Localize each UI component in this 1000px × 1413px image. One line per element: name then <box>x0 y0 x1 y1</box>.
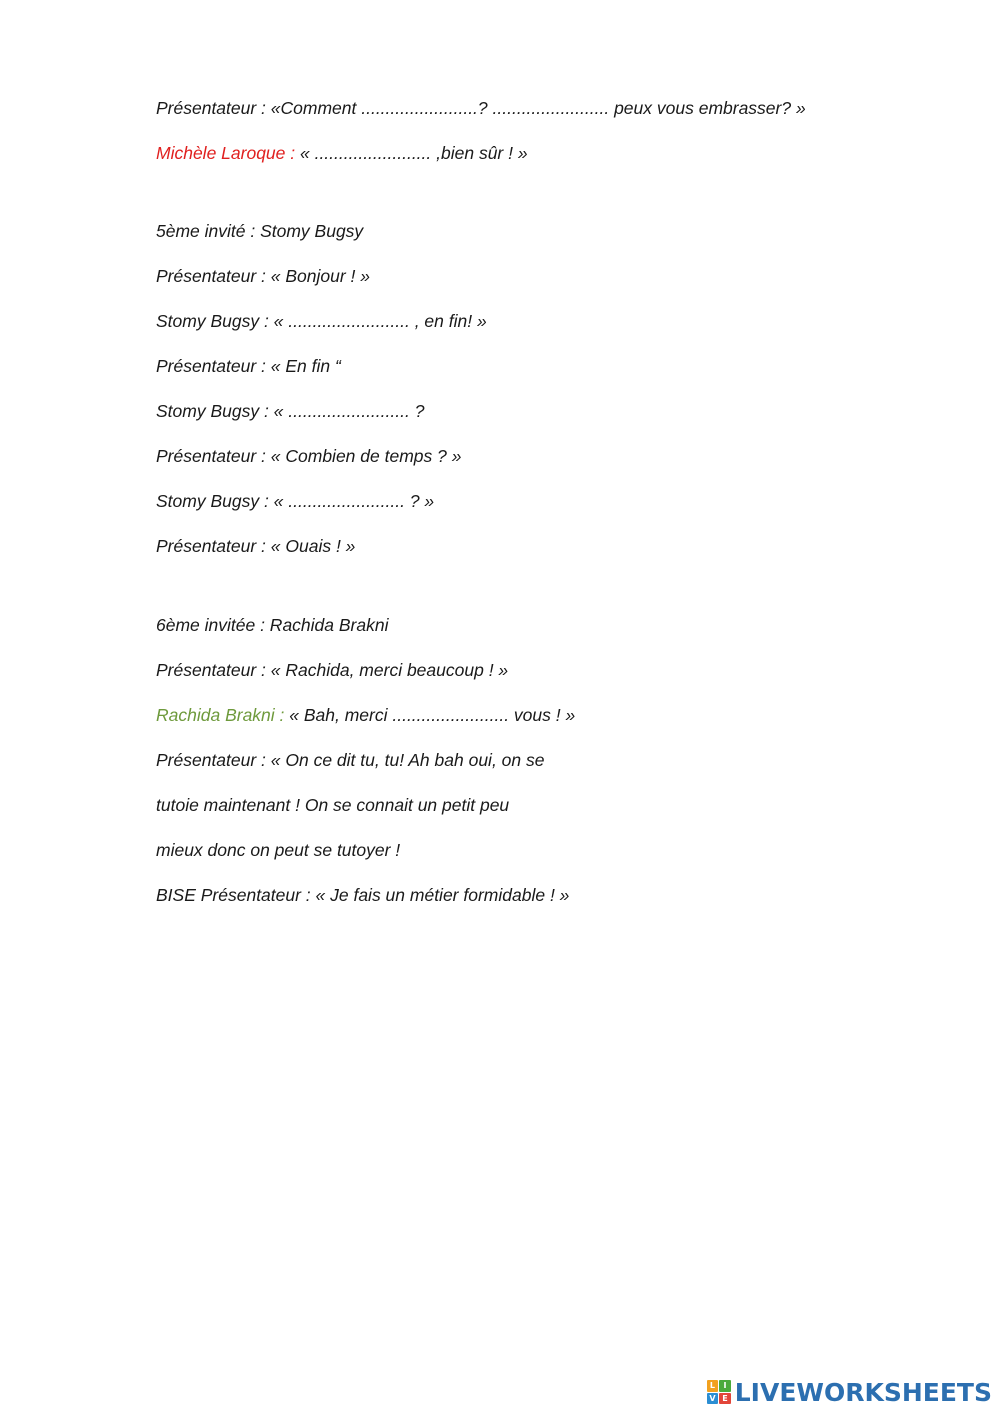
dialogue-line <box>156 310 487 332</box>
dialogue-line <box>156 535 355 557</box>
line-text: Présentateur : « Combien de temps ? » <box>156 446 462 466</box>
dialogue-line <box>156 749 544 771</box>
dialogue-line <box>156 794 509 816</box>
dialogue-line <box>156 445 461 467</box>
speaker-name: Michèle Laroque : <box>156 143 300 163</box>
line-text: Stomy Bugsy : « ......................... ? <box>156 401 425 421</box>
logo-mark-icon: L I V E <box>707 1380 731 1404</box>
line-text: Présentateur : « On ce dit tu, tu! Ah bah oui, on se <box>156 750 545 770</box>
line-text: « Bah, merci ........................ vous ! » <box>289 705 576 725</box>
liveworksheets-logo <box>707 1377 992 1407</box>
dialogue-line <box>156 265 370 287</box>
line-text: Présentateur : « Rachida, merci beaucoup ! » <box>156 660 509 680</box>
line-text: Présentateur : « Ouais ! » <box>156 536 356 556</box>
line-text: tutoie maintenant ! On se connait un petit peu <box>156 795 510 815</box>
line-text: 5ème invité : Stomy Bugsy <box>156 221 364 241</box>
line-text: mieux donc on peut se tutoyer ! <box>156 840 401 860</box>
dialogue-line <box>156 659 508 681</box>
line-text: 6ème invitée : Rachida Brakni <box>156 615 389 635</box>
line-text: Stomy Bugsy : « ......................... , en fin! » <box>156 311 487 331</box>
dialogue-line <box>156 97 806 119</box>
dialogue-line <box>156 400 424 422</box>
dialogue-line <box>156 142 528 164</box>
line-text: Présentateur : « En fin “ <box>156 356 341 376</box>
line-text: Présentateur : « Bonjour ! » <box>156 266 371 286</box>
guest-heading <box>156 614 388 636</box>
line-text: « ........................ ,bien sûr ! » <box>299 143 528 163</box>
speaker-name: Rachida Brakni : <box>156 705 290 725</box>
line-text: Présentateur : «Comment ........................? ........................ peux vous embrasser? » <box>156 98 806 118</box>
line-text: Stomy Bugsy : « ........................ ? » <box>156 491 435 511</box>
dialogue-line <box>156 355 341 377</box>
dialogue-line <box>156 839 400 861</box>
guest-heading <box>156 220 363 242</box>
line-text: BISE Présentateur : « Je fais un métier formidable ! » <box>156 885 570 905</box>
dialogue-line <box>156 490 434 512</box>
logo-text: LIVEWORKSHEETS <box>734 1377 992 1407</box>
dialogue-line <box>156 884 569 906</box>
dialogue-line <box>156 704 575 726</box>
